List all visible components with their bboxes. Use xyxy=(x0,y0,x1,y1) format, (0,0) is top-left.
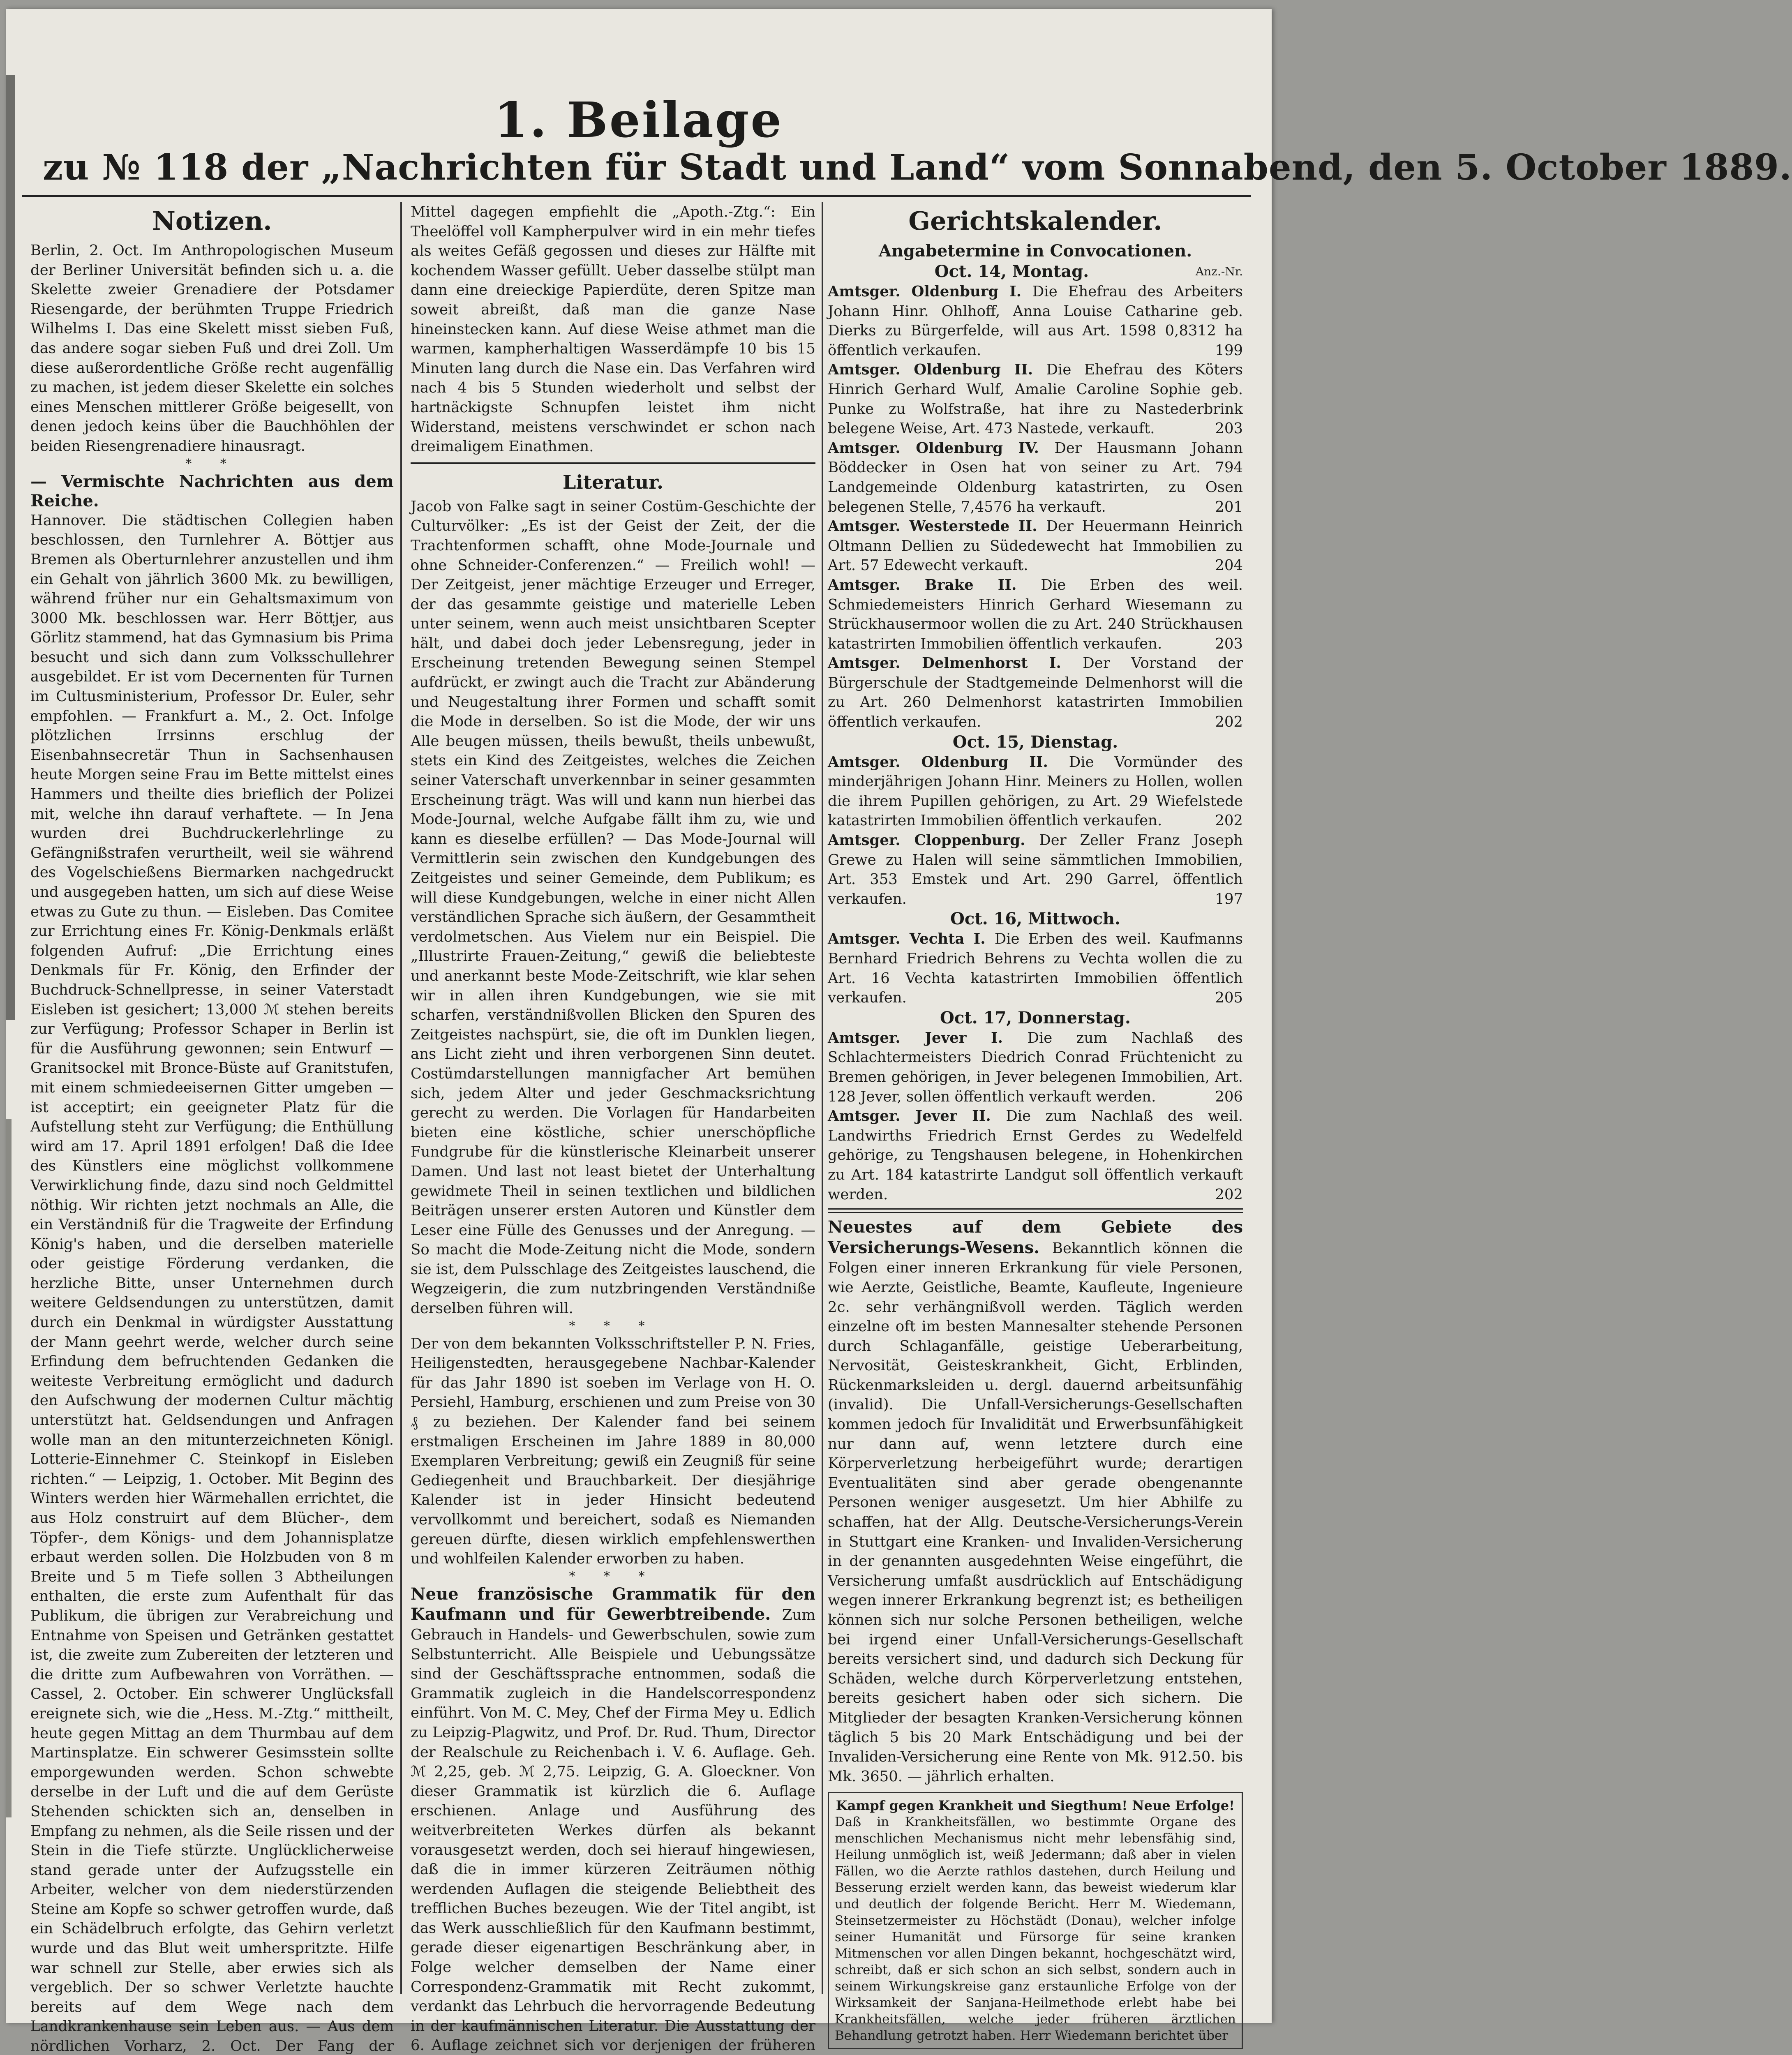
column-divider-2 xyxy=(822,202,823,1994)
anzeige-number: 202 xyxy=(1215,1186,1243,1203)
court-calendar-list xyxy=(828,261,1243,1204)
schnupfen-continued: Mittel dagegen empfiehlt die „Apoth.-Ztg.“: Ein Theelöffel voll Kampherpulver wird in ein mehr tiefes als weites Gefäß gegossen und dieses zur Hälfte mit kochendem Wasser gefüllt. Ueber dasselbe stülpt man dann eine dreieckige Papierdüte, deren Spitze man soweit abreißt, daß man die ganze Nase hineinstecken kann. Auf diese Weise athmet man die warmen, kampherhaltigen Wasserdämpfe 10 bis 15 Minuten lang durch die Nase ein. Das Verfahren wird nach 4 bis 5 Stunden wiederholt und selbst der hartnäckigste Schnupfen leistet ihm nicht Widerstand, meistens verschwindet er schon nach dreimaligem Einathmen. xyxy=(411,203,815,455)
anzeige-number: 203 xyxy=(1215,420,1243,437)
court-name: Amtsger. Oldenburg II. xyxy=(828,753,1069,771)
court-name: Amtsger. Jever I. xyxy=(828,1029,1028,1046)
court-day-label: Oct. 16, Mittwoch. xyxy=(950,909,1120,929)
column-divider-1 xyxy=(400,202,402,1994)
court-entry-text: Die Vormünder des minderjährigen Johann Hinr. Meiners zu Hollen, wollen die ihrem Pupillen gehörigen, zu Art. 29 Wiefelstede katastrirten Immobilien öffentlich verkaufen. xyxy=(828,753,1243,829)
binding-edge-lower xyxy=(6,1119,12,1817)
court-name: Amtsger. Delmenhorst I. xyxy=(828,655,1083,672)
court-day-heading xyxy=(828,732,1243,753)
court-day-label: Oct. 15, Dienstag. xyxy=(952,732,1118,752)
court-entry xyxy=(828,282,1243,360)
court-name: Amtsger. Oldenburg I. xyxy=(828,283,1032,300)
anzeige-number: 204 xyxy=(1215,557,1243,574)
advert-title: Kampf gegen Krankheit und Siegthum! Neue Erfolge! xyxy=(836,1798,1235,1814)
court-name: Amtsger. Oldenburg II. xyxy=(828,361,1046,379)
court-entry-text: Die zum Nachlaß des weil. Landwirths Friedrich Ernst Gerdes zu Wedelfeld gehörige, zu Tengshausen belegene, in Hohenkirchen zu Art. 184 katastrirte Landgut soll öffentlich verkauft werden. xyxy=(828,1108,1243,1203)
court-entry-text: Der Heuermann Heinrich Oltmann Dellien zu Südedewecht hat Immobilien zu Art. 57 Edewecht verkauft. xyxy=(828,518,1243,574)
court-entry-text: Die Ehefrau des Köters Hinrich Gerhard Wulf, Amalie Caroline Sophie geb. Punke zu Wolfstraße, hat ihre zu Nastederbrink belegene Weise, Art. 473 Nastede, verkauft. xyxy=(828,361,1243,437)
grammatik-article: Zum Gebrauch in Handels- und Gewerbschulen, sowie zum Selbstunterricht. Alle Beispiele und Uebungssätze sind der Geschäftssprache entnommen, sodaß die Grammatik zugleich in die Handelscorrespondenz einführt. Von M. C. Mey, Chef der Firma Mey u. Edlich zu Leipzig-Plagwitz, und Prof. Dr. Rud. Thum, Director der Realschule zu Reichenbach i. V. 6. Auflage. Geh. ℳ 2,25, geb. ℳ 2,75. Leipzig, G. A. Gloeckner. Von dieser Grammatik ist kürzlich die 6. Auflage erschienen. Anlage und Ausführung des weitverbreiteten Werkes dürfen als bekannt vorausgesetzt werden, doch sei hierauf hingewiesen, daß die in immer kürzeren Zeiträumen nöthig werdenden Auflagen die steigende Beliebtheit des trefflichen Buches bezeugen. Wie der Titel angibt, ist das Werk ausschließlich für den Kaufmann bestimmt, gerade dieser eigenartigen Beschränkung aber, in Folge welcher demselben der Name einer Correspondenz-Grammatik mit Recht zukommt, verdankt das Lehrbuch die hervorragende Bedeutung in der kaufmännischen Literatur. Die Ausstattung der 6. Auflage zeichnet sich vor derjenigen der früheren xyxy=(411,1607,815,2054)
notizen-heading: Notizen. xyxy=(152,206,272,236)
court-day-heading xyxy=(828,261,1243,282)
court-entry xyxy=(828,575,1243,653)
double-divider xyxy=(828,1208,1243,1213)
anzeige-number: 202 xyxy=(1215,713,1243,731)
court-entry xyxy=(828,653,1243,732)
convocation-subheading: Angabetermine in Convocationen. xyxy=(878,241,1192,261)
divider xyxy=(411,462,815,464)
literatur-article: Jacob von Falke sagt in seiner Costüm-Geschichte der Culturvölker: „Es ist der Geist der Zeit, der die Trachtenformen schafft, ohne Mode-Journale und ohne Schneider-Conferenzen.“ — Freilich wohl! — Der Zeitgeist, jener mächtige Erzeuger und Erreger, der das gesammte geistige und materielle Leben unter seinem, wenn auch meist unsichtbaren Scepter hält, und dabei doch jeder Lebensregung, jeder in Erscheinung tretenden Bewegung seinen Stempel aufdrückt, er zwingt auch die Tracht zur Abänderung und Neugestaltung ihrer Formen und schafft somit die Mode in derselben. So ist die Mode, der wir uns Alle beugen müssen, theils bewußt, theils unbewußt, stets ein Kind des Zeitgeistes, welches die Zeichen seiner Vaterschaft unverkennbar in seiner gesammten Erscheinung trägt. Was will und kann nun hierbei das Mode-Journal, welche Aufgabe fällt ihm zu, wie und kann es dieselbe erfüllen? — Das Mode-Journal will Vermittlerin sein zwischen den Kundgebungen des Zeitgeistes und seiner Gemeinde, dem Publikum; es will diese Kundgebungen, welche in einer nicht Allen verständlichen Sprache sich äußern, der Gesammtheit verdolmetschen. Aus Vielem nur ein Beispiel. Die „Illustrirte Frauen-Zeitung,“ gewiß die beliebteste und anerkannt beste Mode-Zeitschrift, wie klar sehen wir in allen ihren Kundgebungen, wie sie mit scharfen, verständnißvollen Blicken den Spuren des Zeitgeistes nachspürt, sie, die oft im Dunklen liegen, ans Licht zieht und ihren verborgenen Sinn deutet. Costümdarstellungen mannigfacher Art bemühen sich, jedem Alter und jeder Geschmacksrichtung gerecht zu werden. Die Vorlagen für Handarbeiten bieten eine köstliche, schier unerschöpfliche Fundgrube für die künstlerische Kleinarbeit unserer Damen. Und last not least bietet der Unterhaltung gewidmete Theil in seinen textlichen und bildlichen Beiträgen unserer ersten Autoren und Künstler dem Leser eine Fülle des Genusses und der Anregung. — So macht die Mode-Zeitung nicht die Mode, sondern sie ist, dem Pulsschlage des Zeitgeistes lauschend, die Wegzeigerin, die zum nutzbringenden Verständniße derselben führen will. xyxy=(411,498,815,1317)
advert-text: Daß in Krankheitsfällen, wo bestimmte Organe des menschlichen Mechanismus nicht mehr lebensfähig sind, Heilung unmöglich ist, weiß Jedermann; daß aber in vielen Fällen, wo die Aerzte rathlos dastehen, durch Heilung und Besserung erzielt werden kann, das beweist wiederum klar und deutlich der folgende Bericht. Herr M. Wiedemann, Steinsetzermeister zu Höchstädt (Donau), welcher infolge seiner Humanität und Fürsorge für seine kranken Mitmenschen vor allen Dingen bekannt, hochgeschätzt wird, schreibt, daß er sich schon an sich selbst, sondern auch in seinem Wirkungskreise ganz erstaunliche Erfolge von der Wirksamkeit der Sanjana-Heilmethode erlebt habe bei Krankheitsfällen, welche jeder früheren ärztlichen Behandlung getrotzt haben. Herr Wiedemann berichtet über xyxy=(835,1815,1236,2043)
anzeige-number: 201 xyxy=(1215,498,1243,515)
anzeige-number: 206 xyxy=(1215,1088,1243,1105)
court-day-heading xyxy=(828,1008,1243,1028)
header-rule xyxy=(22,195,1251,197)
court-day-heading xyxy=(828,909,1243,929)
court-name: Amtsger. Brake II. xyxy=(828,576,1041,593)
gerichtskalender-heading: Gerichtskalender. xyxy=(908,206,1162,236)
court-entry xyxy=(828,753,1243,831)
vermischte-article: Hannover. Die städtischen Collegien haben beschlossen, den Turnlehrer A. Böttjer aus Bremen als Oberturnlehrer anzustellen und ihm ein Gehalt von jährlich 3600 Mk. zu bewilligen, während früher nur ein Gehaltsmaximum von 3000 Mk. beschlossen war. Herr Böttjer, aus Görlitz stammend, hat das Gymnasium bis Prima besucht und sich dann zum Volksschullehrer ausgebildet. Er ist vom Decernenten für Turnen im Cultusministerium, Professor Dr. Euler, sehr empfohlen. — Frankfurt a. M., 2. Oct. Infolge plötzlichen Irrsinns erschlug der Eisenbahnsecretär Thun in Sachsenhausen heute Morgen seine Frau im Bette mittelst eines Hammers und theilte dies brieflich der Polizei mit, welche ihn darauf verhaftete. — In Jena wurden drei Buchdruckerlehrlinge zu Gefängnißstrafen verurtheilt, weil sie während des Vogelschießens Biermarken nachgedruckt und ausgegeben hatten, um sich auf diese Weise etwas zu Gute zu thun. — Eisleben. Das Comitee zur Errichtung eines Fr. König-Denkmals erläßt folgenden Aufruf: „Die Errichtung eines Denkmals für Fr. König, den Erfinder der Buchdruck-Schnellpresse, in seiner Vaterstadt Eisleben ist gesichert; 13,000 ℳ stehen bereits zur Verfügung; Professor Schaper in Berlin ist für die Ausführung gewonnen; sein Entwurf — Granitsockel mit Bronce-Büste auf Granitstufen, mit einem schmiedeeisernen Gitter umgeben — ist acceptirt; ein geeigneter Platz für die Aufstellung steht zur Verfügung; die Enthüllung wird am 17. April 1891 erfolgen! Daß die Idee des Künstlers eine möglichst vollkommene Verwirklichung finde, dazu sind noch Geldmittel nöthig. Wir richten jetzt nochmals an Alle, die ein Verständniß für die Tragweite der Erfindung König's haben, und die derselben materielle oder geistige Förderung verdanken, die herzliche Bitte, unser Unternehmen durch weitere Geldsendungen zu unterstützen, damit durch ein Denkmal in würdigster Ausstattung der Mann geehrt werde, welcher durch seine Erfindung dem befruchtenden Gedanken die weiteste Verbreitung ermöglicht und dadurch den Aufschwung der modernen Cultur mächtig unterstützt hat. Geldsendungen und Anfragen wolle man an den mitunterzeichneten Königl. Lotterie-Einnehmer C. Steinkopf in Eisleben richten.“ — Leipzig, 1. October. Mit Beginn des Winters werden hier Wärmehallen errichtet, die aus Holz construirt auf dem Blücher-, dem Töpfer-, dem Königs- und dem Johannisplatze erbaut werden sollen. Die Holzbuden von 8 m Breite und 5 m Tiefe sollen 3 Abtheilungen enthalten, die erste zum Aufenthalt für das Publikum, die übrigen zur Verabreichung und Entnahme von Speisen und Getränken gestattet ist, die zweite zum Zubereiten der letzteren und die dritte zum Aufbewahren von Vorräthen. — Cassel, 2. October. Ein schwerer Unglücksfall ereignete sich, wie die „Hess. M.-Ztg.“ mittheilt, heute gegen Mittag an dem Thurmbau auf dem Martinsplatze. Ein schwerer Gesimsstein sollte emporgewunden werden. Schon schwebte derselbe in der Luft und die auf dem Gerüste Stehenden schickten sich an, denselben in Empfang zu nehmen, als die Seile rissen und der Stein in die Tiefe stürzte. Unglücklicherweise stand gerade unter der Aufzugsstelle ein Arbeiter, welcher von dem niederstürzenden Steine am Kopfe so schwer getroffen wurde, daß ein Schädelbruch erfolgte, das Gehirn verletzt wurde und das Blut weit umherspritzte. Hilfe war schnell zur Stelle, aber erwies sich als vergeblich. Der so schwer Verletzte hauchte bereits auf dem Wege nach dem Landkrankenhause sein Leben aus. — Aus dem nördlichen Vorharz, 2. Oct. Der Fang der xyxy=(30,512,394,2055)
anzeige-number: 202 xyxy=(1215,812,1243,829)
separator-stars: * * * xyxy=(569,1318,657,1333)
supplement-subtitle: zu № 118 der „Nachrichten für Stadt und Land“ vom Sonnabend, den 5. October 1889. xyxy=(43,147,1792,188)
court-name: Amtsger. Cloppenburg. xyxy=(828,832,1039,849)
court-name: Amtsger. Vechta I. xyxy=(828,931,995,948)
anzeige-number: 197 xyxy=(1215,890,1243,907)
column-1 xyxy=(30,202,394,2055)
nachbar-kalender-article: Der von dem bekannten Volksschriftsteller P. N. Fries, Heiligenstedten, herausgegebene Nachbar-Kalender für das Jahr 1890 ist soeben im Verlage von H. O. Persiehl, Hamburg, erschienen und zum Preise von 30 ₰ zu beziehen. Der Kalender fand bei seinem erstmaligen Erscheinen im Jahre 1889 in 80,000 Exemplaren Verbreitung; gewiß ein Zeugniß für seine Gediegenheit und Brauchbarkeit. Der diesjährige Kalender ist in jeder Hinsicht bedeutend vervollkommt und bereichert, sodaß es Niemanden gereuen dürfte, diesen wirklich empfehlenswerthen und wohlfeilen Kalender erworben zu haben. xyxy=(411,1335,815,1568)
anzeige-number: 203 xyxy=(1215,635,1243,652)
court-entry-text: Der Hausmann Johann Böddecker in Osen hat von seiner zu Art. 794 Landgemeinde Oldenburg katastrirten, zu Osen belegenen Stelle, 7,4576 ha verkauft. xyxy=(828,439,1243,515)
court-entry xyxy=(828,929,1243,1007)
literatur-heading: Literatur. xyxy=(562,471,664,493)
court-entry-text: Die Erben des weil. Kaufmanns Bernhard Friedrich Behrens zu Vechta wollen die zu Art. 16 Vechta katastrirten Immobilien öffentlich verkaufen. xyxy=(828,931,1243,1007)
court-day-label: Oct. 17, Donnerstag. xyxy=(940,1008,1131,1028)
anzeige-number-label: Anz.-Nr. xyxy=(1195,265,1243,278)
versicherung-article: Bekanntlich können die Folgen einer inneren Erkrankung für viele Personen, wie Aerzte, Geistliche, Beamte, Kaufleute, Ingenieure 2c. sehr verhängnißvoll werden. Täglich werden einzelne oft im besten Mannesalter stehende Personen durch Schlaganfälle, geistige Ueberarbeitung, Nervosität, Geisteskrankheit, Gicht, Erblinden, Rückenmarksleiden u. dergl. dauernd arbeitsunfähig (invalid). Die Unfall-Versicherungs-Gesellschaften kommen jedoch für Invalidität und Erwerbsunfähigkeit nur dann auf, wenn letztere durch eine Körperverletzung herbeigeführt wurde; derartigen Eventualitäten sind aber gerade obengenannte Personen weniger ausgesetzt. Um hier Abhilfe zu schaffen, hat der Allg. Deutsche-Versicherungs-Verein in Stuttgart eine Kranken- und Invaliden-Versicherung in der genannten ausgedehnten Weise eingeführt, die Versicherung umfaßt ausdrücklich auf Entschädigung wegen innerer Erkrankung begrenzt ist; es betheiligen können sich nur solche Personen betheiligen, welche bei irgend einer Unfall-Versicherungs-Gesellschaft bereits versichert sind, und dadurch sich Deckung für Schäden, welche durch Körperverletzung entstehen, bereits gesichert haben oder sich sichern. Die Mitglieder der besagten Kranken-Versicherung können täglich 5 bis 20 Mark Entschädigung und bei der Invaliden-Versicherung eine Rente von Mk. 912.50. bis Mk. 3650. — jährlich erhalten. xyxy=(828,1240,1243,1785)
column-2 xyxy=(411,202,815,2055)
court-entry xyxy=(828,831,1243,909)
court-entry-text: Die Erben des weil. Schmiedemeisters Hinrich Gerhard Wiesemann zu Strückhausermoor wollen die zu Art. 240 Strückhausen katastrirten Immobilien öffentlich verkaufen. xyxy=(828,576,1243,652)
separator-stars: * * xyxy=(185,456,239,471)
court-entry-text: Die Ehefrau des Arbeiters Johann Hinr. Ohlhoff, Anna Louise Catharine geb. Dierks zu Bürgerfelde, will aus Art. 1598 0,8312 ha öffentlich verkaufen. xyxy=(828,283,1243,359)
notizen-article: Berlin, 2. Oct. Im Anthropologischen Museum der Berliner Universität befinden sich u. a. die Skelette zweier Grenadiere der Potsdamer Riesengarde, der berühmten Truppe Friedrich Wilhelms I. Das eine Skelett misst sieben Fuß, das andere sogar sieben Fuß und drei Zoll. Um diese außerordentliche Größe recht augenfällig zu machen, ist jedem dieser Skelette ein solches eines Menschen mittlerer Größe beigesellt, von denen jedoch keins über die Bauchhöhlen der beiden Riesengrenadiere hinausragt. xyxy=(30,242,394,455)
vermischte-heading: — Vermischte Nachrichten aus dem Reiche. xyxy=(30,471,394,511)
court-entry xyxy=(828,360,1243,438)
binding-edge xyxy=(6,75,15,1020)
court-name: Amtsger. Oldenburg IV. xyxy=(828,439,1055,457)
court-entry xyxy=(828,439,1243,517)
court-entry-text: Der Vorstand der Bürgerschule der Stadtgemeinde Delmenhorst will die zu Art. 260 Delmenhorst katastrirten Immobilien öffentlich verkaufen. xyxy=(828,655,1243,731)
advert-box xyxy=(828,1792,1243,2049)
court-day-label: Oct. 14, Montag. xyxy=(934,262,1089,281)
column-3 xyxy=(828,202,1243,2049)
grammatik-heading: Neue französische Grammatik für den Kaufmann und für Gewerbtreibende. xyxy=(411,1584,815,1624)
supplement-title: 1. Beilage xyxy=(494,91,783,148)
anzeige-number: 205 xyxy=(1215,989,1243,1007)
court-entry-text: Die zum Nachlaß des Schlachtermeisters Diedrich Conrad Früchtenicht zu Bremen gehörigen, in Jever belegenen Immobilien, Art. 128 Jever, sollen öffentlich verkauft werden. xyxy=(828,1029,1243,1105)
court-name: Amtsger. Jever II. xyxy=(828,1108,1006,1125)
separator-stars: * * * xyxy=(569,1569,657,1584)
court-entry xyxy=(828,1028,1243,1106)
anzeige-number: 199 xyxy=(1215,342,1243,359)
newspaper-page xyxy=(6,9,1792,2055)
court-name: Amtsger. Westerstede II. xyxy=(828,518,1046,535)
versicherung-heading: Neuestes auf dem Gebiete des Versicherungs-Wesens. xyxy=(828,1217,1243,1257)
masthead xyxy=(6,9,1792,215)
court-entry xyxy=(828,517,1243,575)
court-entry xyxy=(828,1106,1243,1204)
court-entry-text: Der Zeller Franz Joseph Grewe zu Halen will seine sämmtlichen Immobilien, Art. 353 Emstek und Art. 290 Garrel, öffentlich verkaufen. xyxy=(828,832,1243,907)
